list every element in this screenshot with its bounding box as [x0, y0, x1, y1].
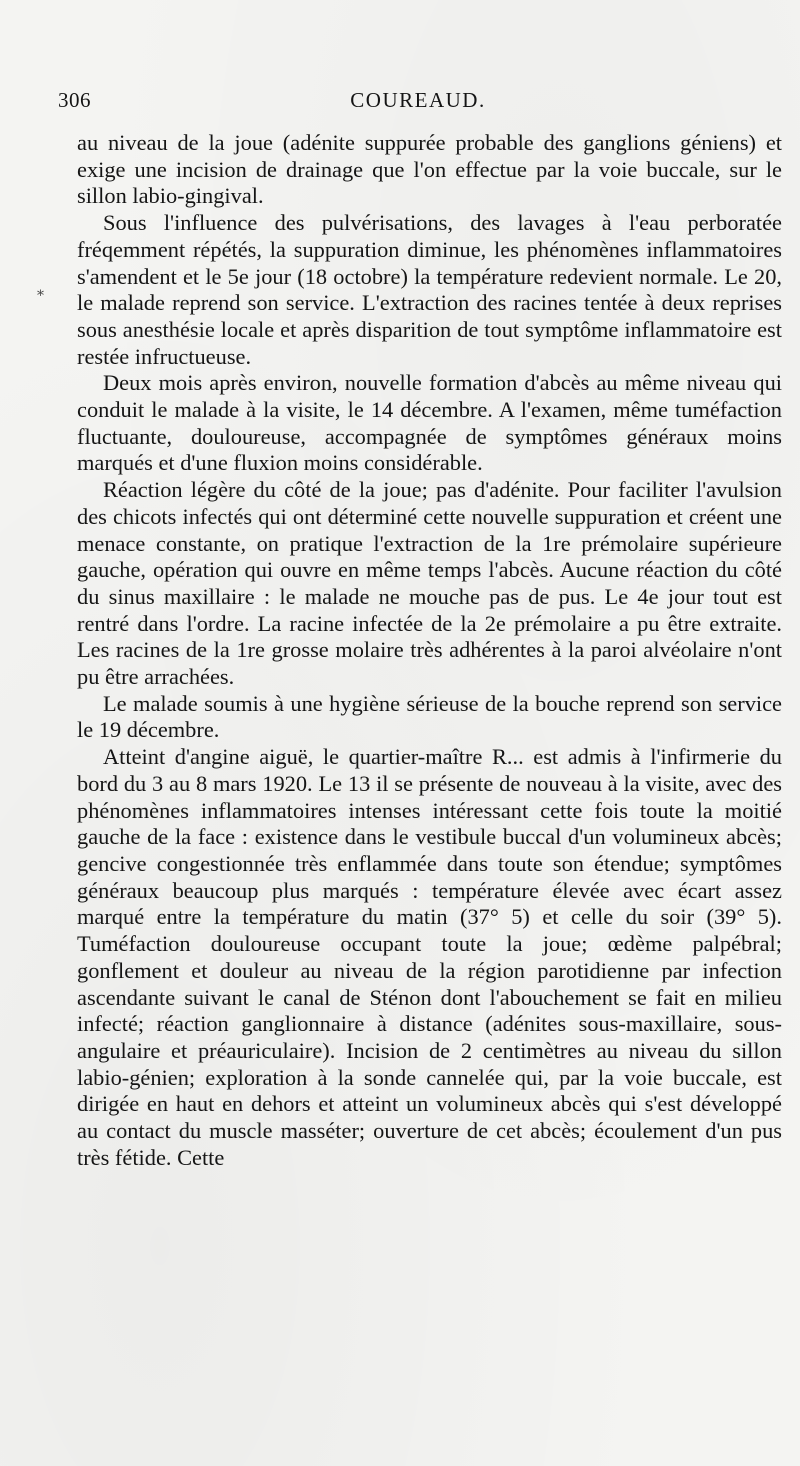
paragraph-continuation: au niveau de la joue (adénite suppurée probable des ganglions géniens) et exige une incision de drainage que l'on effectue par la voie buccale, sur le sillon labio-gingival. — [77, 130, 782, 209]
body-text — [77, 130, 782, 1171]
paragraph-reaction: Réaction légère du côté de la joue; pas d'adénite. Pour faciliter l'avulsion des chicots infectés qui ont déterminé cette nouvelle suppuration et créent une menace constante, on pratique l'extraction de la 1re prémolaire supérieure gauche, opération qui ouvre en même temps l'abcès. Aucune réaction du côté du sinus maxillaire : le malade ne mouche pas de pus. Le 4e jour tout est rentré dans l'ordre. La racine infectée de la 2e prémolaire a pu être extraite. Les racines de la 1re grosse molaire très adhérentes à la paroi alvéolaire n'ont pu être arrachées. — [77, 477, 782, 690]
paragraph-pulverisations: Sous l'influence des pulvérisations, des lavages à l'eau perboratée fréqemment répétés, la suppuration diminue, les phénomènes inflammatoires s'amendent et le 5e jour (18 octobre) la température redevient normale. Le 20, le malade reprend son service. L'extraction des racines tentée à deux reprises sous anesthésie locale et après disparition de tout symptôme inflammatoire est restée infructueuse. — [77, 210, 782, 369]
paragraph-angine: Atteint d'angine aiguë, le quartier-maître R... est admis à l'infirmerie du bord du 3 au 8 mars 1920. Le 13 il se présente de nouveau à la visite, avec des phénomènes inflammatoires intenses intéressant cette fois toute la moitié gauche de la face : existence dans le vestibule buccal d'un volumineux abcès; gencive congestionnée très enflammée dans toute son étendue; symptômes généraux beaucoup plus marqués : température élevée avec écart assez marqué entre la température du matin (37° 5) et celle du soir (39° 5). Tuméfaction douloureuse occupant toute la joue; œdème palpébral; gonflement et douleur au niveau de la région parotidienne par infection ascendante suivant le canal de Sténon dont l'abouchement se fait en milieu infecté; réaction ganglionnaire à distance (adénites sous-maxillaire, sous-angulaire et préauriculaire). Incision de 2 centimètres au niveau du sillon labio-génien; exploration à la sonde cannelée qui, par la voie buccale, est dirigée en haut en dehors et atteint un volumineux abcès qui s'est développé au contact du muscle masséter; ouverture de cet abcès; écoulement d'un pus très fétide. Cette — [77, 744, 782, 1170]
running-head: COUREAUD. — [350, 88, 486, 112]
paragraph-hygiene: Le malade soumis à une hygiène sérieuse de la bouche reprend son service le 19 décembre. — [77, 690, 782, 743]
margin-mark: * — [37, 288, 44, 304]
page-header — [58, 88, 778, 118]
page-number: 306 — [58, 88, 91, 112]
paragraph-deux-mois: Deux mois après environ, nouvelle formation d'abcès au même niveau qui conduit le malade à la visite, le 14 décembre. A l'examen, même tuméfaction fluctuante, douloureuse, accompagnée de symptômes généraux moins marqués et d'une fluxion moins considérable. — [77, 370, 782, 476]
